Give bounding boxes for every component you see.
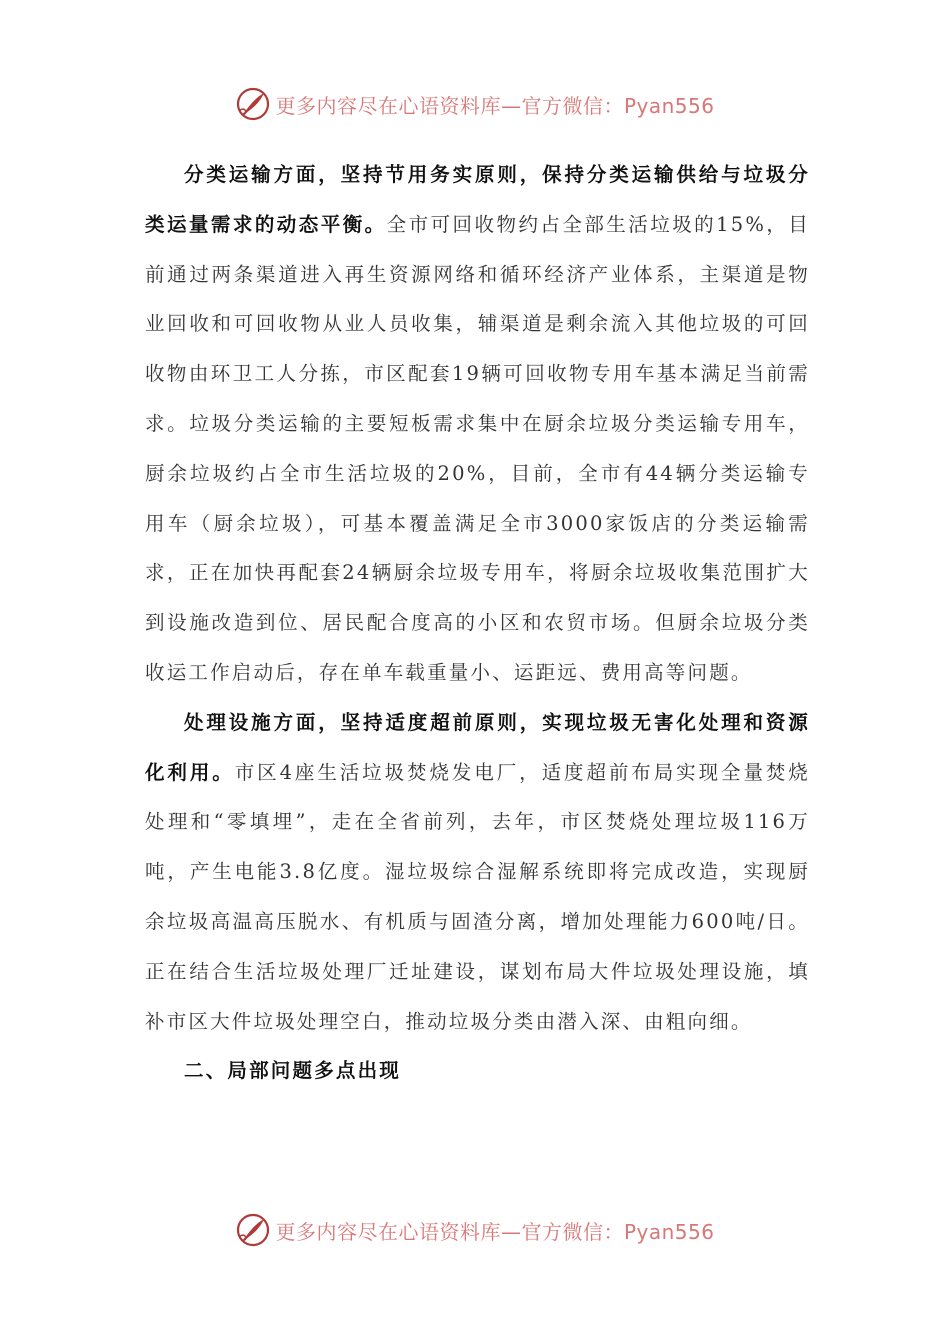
paragraph-lead: 处理设施方面，坚持适度超前原则，实现垃圾无害化处理和资源化利用。 <box>145 710 810 784</box>
section-heading: 二、局部问题多点出现 <box>184 1059 402 1083</box>
document-body <box>145 150 810 1096</box>
paragraph-transport <box>145 150 810 698</box>
quill-logo-icon <box>235 86 271 122</box>
paragraph-body: 全市可回收物约占全部生活垃圾的15%，目前通过两条渠道进入再生资源网络和循环经济产业体系，主渠道是物业回收和可回收物从业人员收集，辅渠道是剩余流入其他垃圾的可回收物由环卫工人分拣，市区配套19辆可回收物专用车基本满足当前需求。垃圾分类运输的主要短板需求集中在厨余垃圾分类运输专用车，厨余垃圾约占全市生活垃圾的20%，目前，全市有44辆分类运输专用车（厨余垃圾），可基本覆盖满足全市3000家饭店的分类运输需求，正在加快再配套24辆厨余垃圾专用车，将厨余垃圾收集范围扩大到设施改造到位、居民配合度高的小区和农贸市场。但厨余垃圾分类收运工作启动后，存在单车载重量小、运距远、费用高等问题。 <box>145 212 811 684</box>
paragraph-facilities <box>145 698 810 1047</box>
banner-text: 更多内容尽在心语资料库—官方微信：Pyan556 <box>275 1219 715 1244</box>
paragraph-body: 市区4座生活垃圾焚烧发电厂，适度超前布局实现全量焚烧处理和“零填埋”，走在全省前列，去年，市区焚烧处理垃圾116万吨，产生电能3.8亿度。湿垃圾综合湿解系统即将完成改造，实现厨余垃圾高温高压脱水、有机质与固渣分离，增加处理能力600吨/日。正在结合生活垃圾处理厂迁址建设，谋划布局大件垃圾处理设施，填补市区大件垃圾处理空白，推动垃圾分类由潜入深、由粗向细。 <box>145 760 810 1033</box>
header-banner <box>0 84 950 124</box>
paragraph-lead: 分类运输方面，坚持节用务实原则，保持分类运输供给与垃圾分类运量需求的动态平衡。 <box>145 163 810 236</box>
footer-banner <box>0 1210 950 1250</box>
quill-logo-icon <box>235 1212 271 1248</box>
banner-text: 更多内容尽在心语资料库—官方微信：Pyan556 <box>275 93 715 118</box>
